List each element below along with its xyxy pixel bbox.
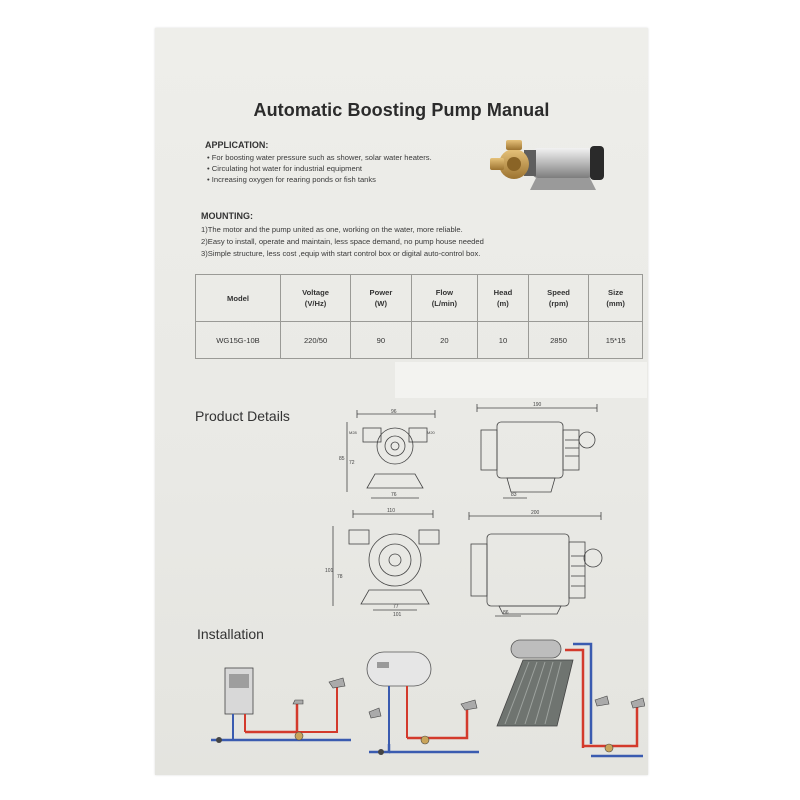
dim-110: 110: [387, 508, 395, 514]
dim-83: 83: [511, 492, 517, 498]
col-voltage: Voltage (V/Hz): [281, 275, 351, 322]
spec-header-row: [196, 275, 643, 322]
cell-size: 15*15: [589, 322, 643, 359]
installation-heading: Installation: [197, 626, 264, 642]
spec-table: [195, 274, 643, 359]
dim-101-h: 101: [325, 568, 334, 574]
mounting-list: [201, 224, 641, 260]
installation-diagram-gas-heater: [203, 656, 351, 768]
cell-model: WG15G-10B: [196, 322, 281, 359]
front-view-drawing-large: [323, 506, 473, 616]
application-item: • Increasing oxygen for rearing ponds or fish tanks: [207, 174, 497, 185]
cell-power: 90: [351, 322, 412, 359]
product-details-heading: Product Details: [195, 408, 290, 424]
table-overlay: [395, 362, 647, 398]
application-item: • For boosting water pressure such as shower, solar water heaters.: [207, 152, 497, 163]
application-list: [207, 152, 497, 185]
dim-200: 200: [531, 510, 540, 516]
dim-m28: M28: [349, 430, 357, 435]
col-model: Model: [196, 275, 281, 322]
dim-77: 77: [393, 604, 399, 610]
mounting-item: 3)Simple structure, less cost ,equip with start control box or digital auto-control box.: [201, 249, 481, 258]
application-item: • Circulating hot water for industrial equipment: [207, 163, 497, 174]
pump-photo: [480, 134, 620, 200]
side-view-drawing-small: [467, 400, 607, 500]
dim-86: 86: [503, 610, 509, 616]
application-heading: APPLICATION:: [205, 140, 269, 150]
dim-76: 76: [391, 492, 397, 498]
mounting-item: 1)The motor and the pump united as one, working on the water, more reliable.: [201, 225, 463, 234]
mounting-heading: MOUNTING:: [201, 211, 253, 221]
manual-page: [155, 28, 648, 775]
cell-flow: 20: [411, 322, 477, 359]
col-size: Size (mm): [589, 275, 643, 322]
side-view-drawing-large: [455, 508, 605, 618]
mounting-item: 2)Easy to install, operate and maintain, less space demand, no pump house needed: [201, 237, 484, 246]
dim-101-w: 101: [393, 612, 402, 616]
cell-head: 10: [478, 322, 529, 359]
cell-speed: 2850: [528, 322, 589, 359]
col-head: Head (m): [478, 275, 529, 322]
cell-voltage: 220/50: [281, 322, 351, 359]
manual-title: Automatic Boosting Pump Manual: [253, 100, 550, 120]
dim-190: 190: [533, 402, 542, 408]
col-power: Power (W): [351, 275, 412, 322]
installation-diagram-electric-heater: [363, 648, 483, 768]
table-row: [196, 322, 643, 359]
installation-diagram-solar-heater: [487, 636, 645, 768]
col-speed: Speed (rpm): [528, 275, 589, 322]
col-flow: Flow (L/min): [411, 275, 477, 322]
dim-85: 85: [339, 456, 345, 462]
front-view-drawing-small: [335, 404, 475, 504]
dim-96: 96: [391, 409, 397, 415]
dim-72: 72: [349, 460, 355, 466]
dim-m20: M20: [427, 430, 435, 435]
dim-78: 78: [337, 574, 343, 580]
